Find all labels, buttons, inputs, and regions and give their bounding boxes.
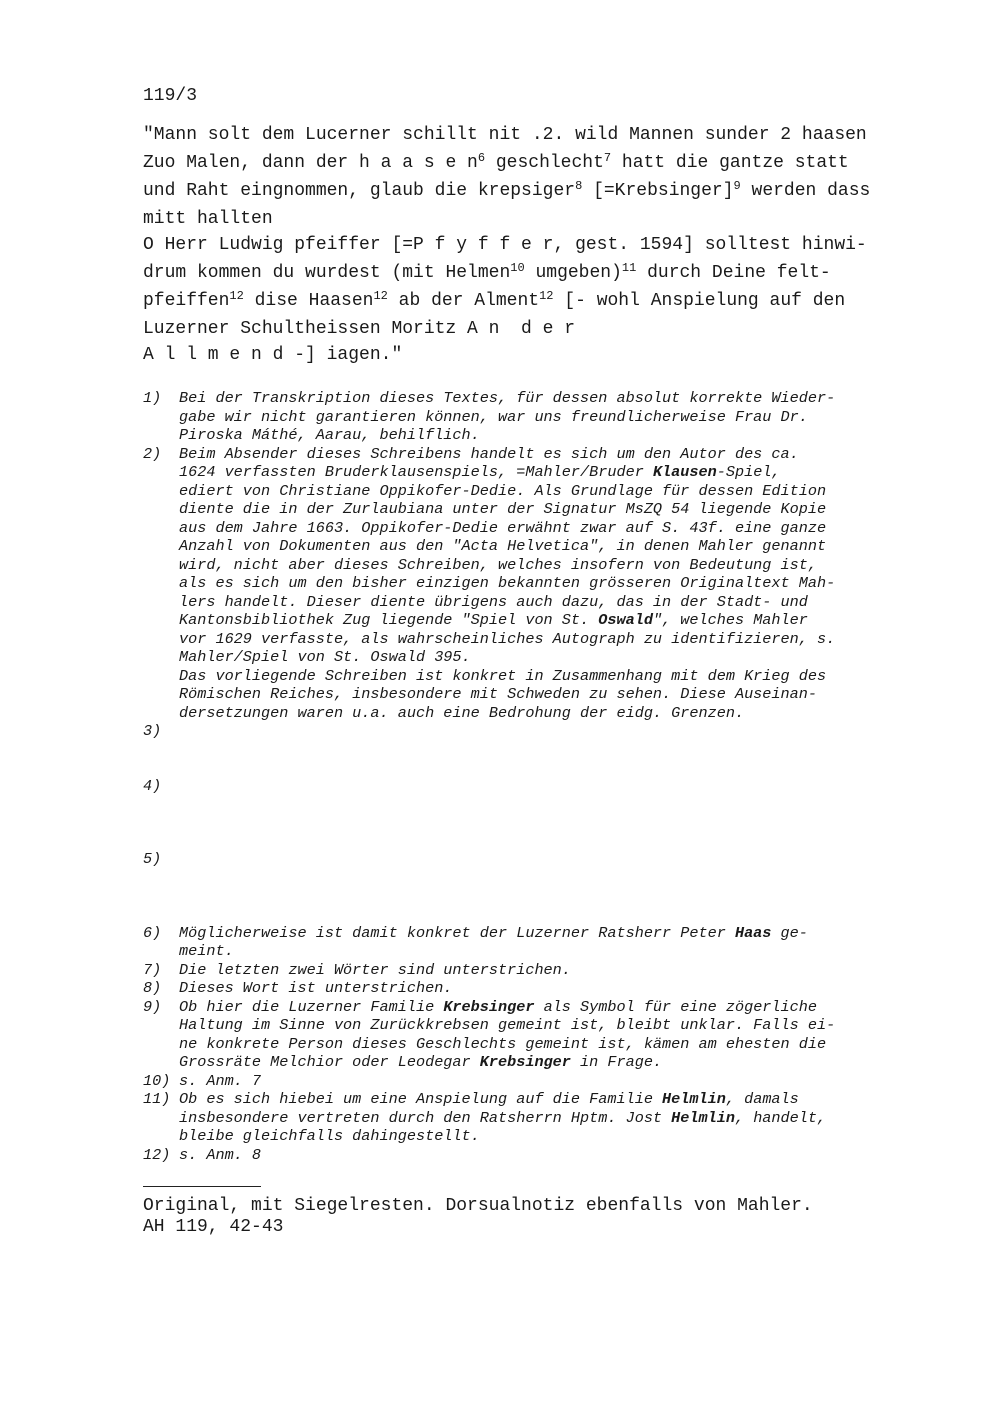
letter-line: A l l m e n d -] iagen." — [143, 345, 403, 365]
footnote-text — [179, 850, 913, 869]
footnotes — [143, 389, 913, 1164]
footnote-number: 11) — [143, 1090, 171, 1108]
footnote-text — [179, 979, 913, 998]
footnote-line: diente die in der Zurlaubiana unter der Signatur MsZQ 54 liegende Kopie — [179, 500, 827, 518]
footnote-text — [179, 389, 913, 445]
footnote-line: Haltung im Sinne von Zurückkrebsen gemeint ist, bleibt unklar. Falls ei- — [179, 1016, 836, 1034]
footnote-number: 9) — [143, 997, 162, 1016]
footnote-ref: 9 — [733, 179, 741, 193]
footnote-line: Die letzten zwei Wörter sind unterstrichen. — [179, 960, 571, 979]
footnote-line: ne konkrete Person dieses Geschlechts gemeint ist, kämen am ehesten die — [179, 1034, 827, 1053]
footnote-item — [143, 998, 913, 1072]
footnote-line: Grossräte Melchior oder Leodegar Krebsinger in Frage. — [179, 1053, 663, 1071]
bold-name: Helmlin — [662, 1090, 726, 1108]
footnote-line: Dieses Wort ist unterstrichen. — [179, 979, 453, 997]
footnote-line: meint. — [179, 942, 234, 960]
footnote-text — [179, 1146, 913, 1165]
footnote-line: s. Anm. 7 — [179, 1071, 262, 1090]
letter-line: mitt hallten — [143, 209, 273, 229]
source-line: AH 119, 42-43 — [143, 1217, 284, 1237]
footnote-item — [143, 1072, 913, 1091]
bold-name: Oswald — [598, 611, 653, 629]
bold-name: Krebsinger — [443, 997, 535, 1016]
footnote-line: Ob hier die Luzerner Familie Krebsinger als Symbol für eine zögerliche — [179, 997, 817, 1016]
footnote-number: 3) — [143, 722, 162, 740]
footnote-number: 4) — [143, 776, 162, 795]
footnote-line: als es sich um den bisher einzigen bekannten grösseren Originaltext Mah- — [179, 574, 836, 592]
letter-line: O Herr Ludwig pfeiffer [=P f y f f e r, gest. 1594] solltest hinwi- — [143, 235, 867, 255]
footnote-number: 8) — [143, 979, 162, 997]
footnote-line: aus dem Jahre 1663. Oppikofer-Dedie erwähnt zwar auf S. 43f. eine ganze — [179, 518, 827, 537]
footnote-line: Anzahl von Dokumenten aus den "Acta Helvetica", in denen Mahler genannt — [179, 537, 827, 555]
footnote-ref: 7 — [603, 151, 612, 165]
footnote-text — [179, 998, 913, 1072]
footnote-ref: 6 — [477, 151, 486, 165]
footnote-number: 7) — [143, 960, 162, 979]
footnote-line: Mahler/Spiel von St. Oswald 395. — [179, 648, 471, 666]
footnote-text — [179, 961, 913, 980]
footnote-ref: 11 — [621, 261, 637, 275]
bold-name: Haas — [734, 923, 772, 942]
footnote-item — [143, 777, 913, 796]
footnote-line: Piroska Máthé, Aarau, behilflich. — [179, 426, 480, 444]
footnote-ref: 8 — [575, 179, 583, 193]
footnote-line: ediert von Christiane Oppikofer-Dedie. Als Grundlage für dessen Edition — [179, 481, 827, 500]
source-note — [143, 1196, 913, 1238]
footnote-number: 6) — [143, 923, 162, 942]
bold-name: Krebsinger — [479, 1053, 571, 1071]
footnote-item — [143, 924, 913, 961]
footnote-line: vor 1629 verfasste, als wahrscheinliches Autograph zu identifizieren, s. — [179, 629, 836, 648]
footnote-line: lers handelt. Dieser diente übrigens auch dazu, das in der Stadt- und — [179, 592, 808, 611]
footnote-item — [143, 961, 913, 980]
footnote-line: Bei der Transkription dieses Textes, für dessen absolut korrekte Wieder- — [179, 389, 836, 407]
footnote-line: 1624 verfassten Bruderklausenspiels, =Mahler/Bruder Klausen-Spiel, — [179, 463, 781, 481]
footnote-number: 1) — [143, 389, 162, 407]
footnote-ref: 12 — [373, 289, 388, 303]
footnote-item — [143, 979, 913, 998]
footnote-item — [143, 1090, 913, 1146]
footnote-text — [179, 1072, 913, 1091]
source-line: Original, mit Siegelresten. Dorsualnotiz ebenfalls von Mahler. — [143, 1196, 813, 1216]
footnote-line: gabe wir nicht garantieren können, war uns freundlicherweise Frau Dr. — [179, 407, 808, 426]
footnote-number: 2) — [143, 444, 162, 463]
footnote-line: Kantonsbibliothek Zug liegende "Spiel von St. Oswald", welches Mahler — [179, 611, 808, 629]
footnote-divider — [143, 1186, 261, 1187]
bold-name: Klausen — [652, 463, 717, 481]
footnote-number: 10) — [143, 1071, 171, 1090]
footnote-item — [143, 389, 913, 445]
footnote-line: dersetzungen waren u.a. auch eine Bedrohung der eidg. Grenzen. — [179, 703, 745, 722]
letter-line: "Mann solt dem Lucerner schillt nit .2. wild Mannen sunder 2 haasen — [143, 125, 867, 145]
footnote-text — [179, 445, 913, 723]
footnote-line: wird, nicht aber dieses Schreiben, welches insofern von Bedeutung ist, — [179, 555, 817, 574]
letter-line: Luzerner Schultheissen Moritz A n d e r — [143, 319, 576, 339]
footnote-ref: 12 — [229, 289, 244, 303]
letter-line: und Raht eingnommen, glaub die krepsiger$^8$ [=Krebsinger]$^9$ werden dass — [143, 179, 871, 201]
footnote-text — [179, 1090, 913, 1146]
letter-line: Zuo Malen, dann der h a a s e $n^6$ geschlecht$^7$ hatt die gantze statt — [143, 151, 849, 173]
footnote-text — [179, 777, 913, 796]
footnote-item — [143, 1146, 913, 1165]
footnote-line: insbesondere vertreten durch den Ratsherrn Hptm. Jost Helmlin, handelt, — [179, 1108, 827, 1127]
page-number: 119/3 — [143, 86, 198, 106]
footnote-line: Möglicherweise ist damit konkret der Luzerner Ratsherr Peter Haas ge- — [179, 923, 808, 942]
footnote-line: Römischen Reiches, insbesondere mit Schweden zu sehen. Diese Auseinan- — [179, 685, 817, 703]
letter-line: pfeiffen$^{12}$ dise Haasen$^{12}$ ab der Alment$^{12}$ [- wohl Anspielung auf den — [143, 289, 846, 311]
footnote-line: Ob es sich hiebei um eine Anspielung auf die Familie Helmlin, damals — [179, 1090, 799, 1108]
footnote-line: Das vorliegende Schreiben ist konkret in Zusammenhang mit dem Krieg des — [179, 666, 827, 685]
letter-line: drum kommen du wurdest (mit Helmen$^{10}$ umgeben)$^{11}$ durch Deine felt- — [143, 261, 831, 283]
footnote-line: s. Anm. 8 — [179, 1145, 262, 1164]
footnote-line: Beim Absender dieses Schreibens handelt es sich um den Autor des ca. — [179, 444, 799, 463]
footnote-item — [143, 850, 913, 869]
footnote-item — [143, 445, 913, 723]
letter-transcription — [143, 121, 913, 369]
footnote-line: bleibe gleichfalls dahingestellt. — [179, 1127, 480, 1145]
footnote-ref: 10 — [510, 261, 525, 275]
bold-name: Helmlin — [671, 1108, 735, 1127]
footnote-text — [179, 722, 913, 741]
footnote-number: 12) — [143, 1145, 171, 1164]
footnote-item — [143, 722, 913, 741]
footnote-ref: 12 — [539, 289, 554, 303]
footnote-text — [179, 924, 913, 961]
footnote-number: 5) — [143, 850, 162, 868]
